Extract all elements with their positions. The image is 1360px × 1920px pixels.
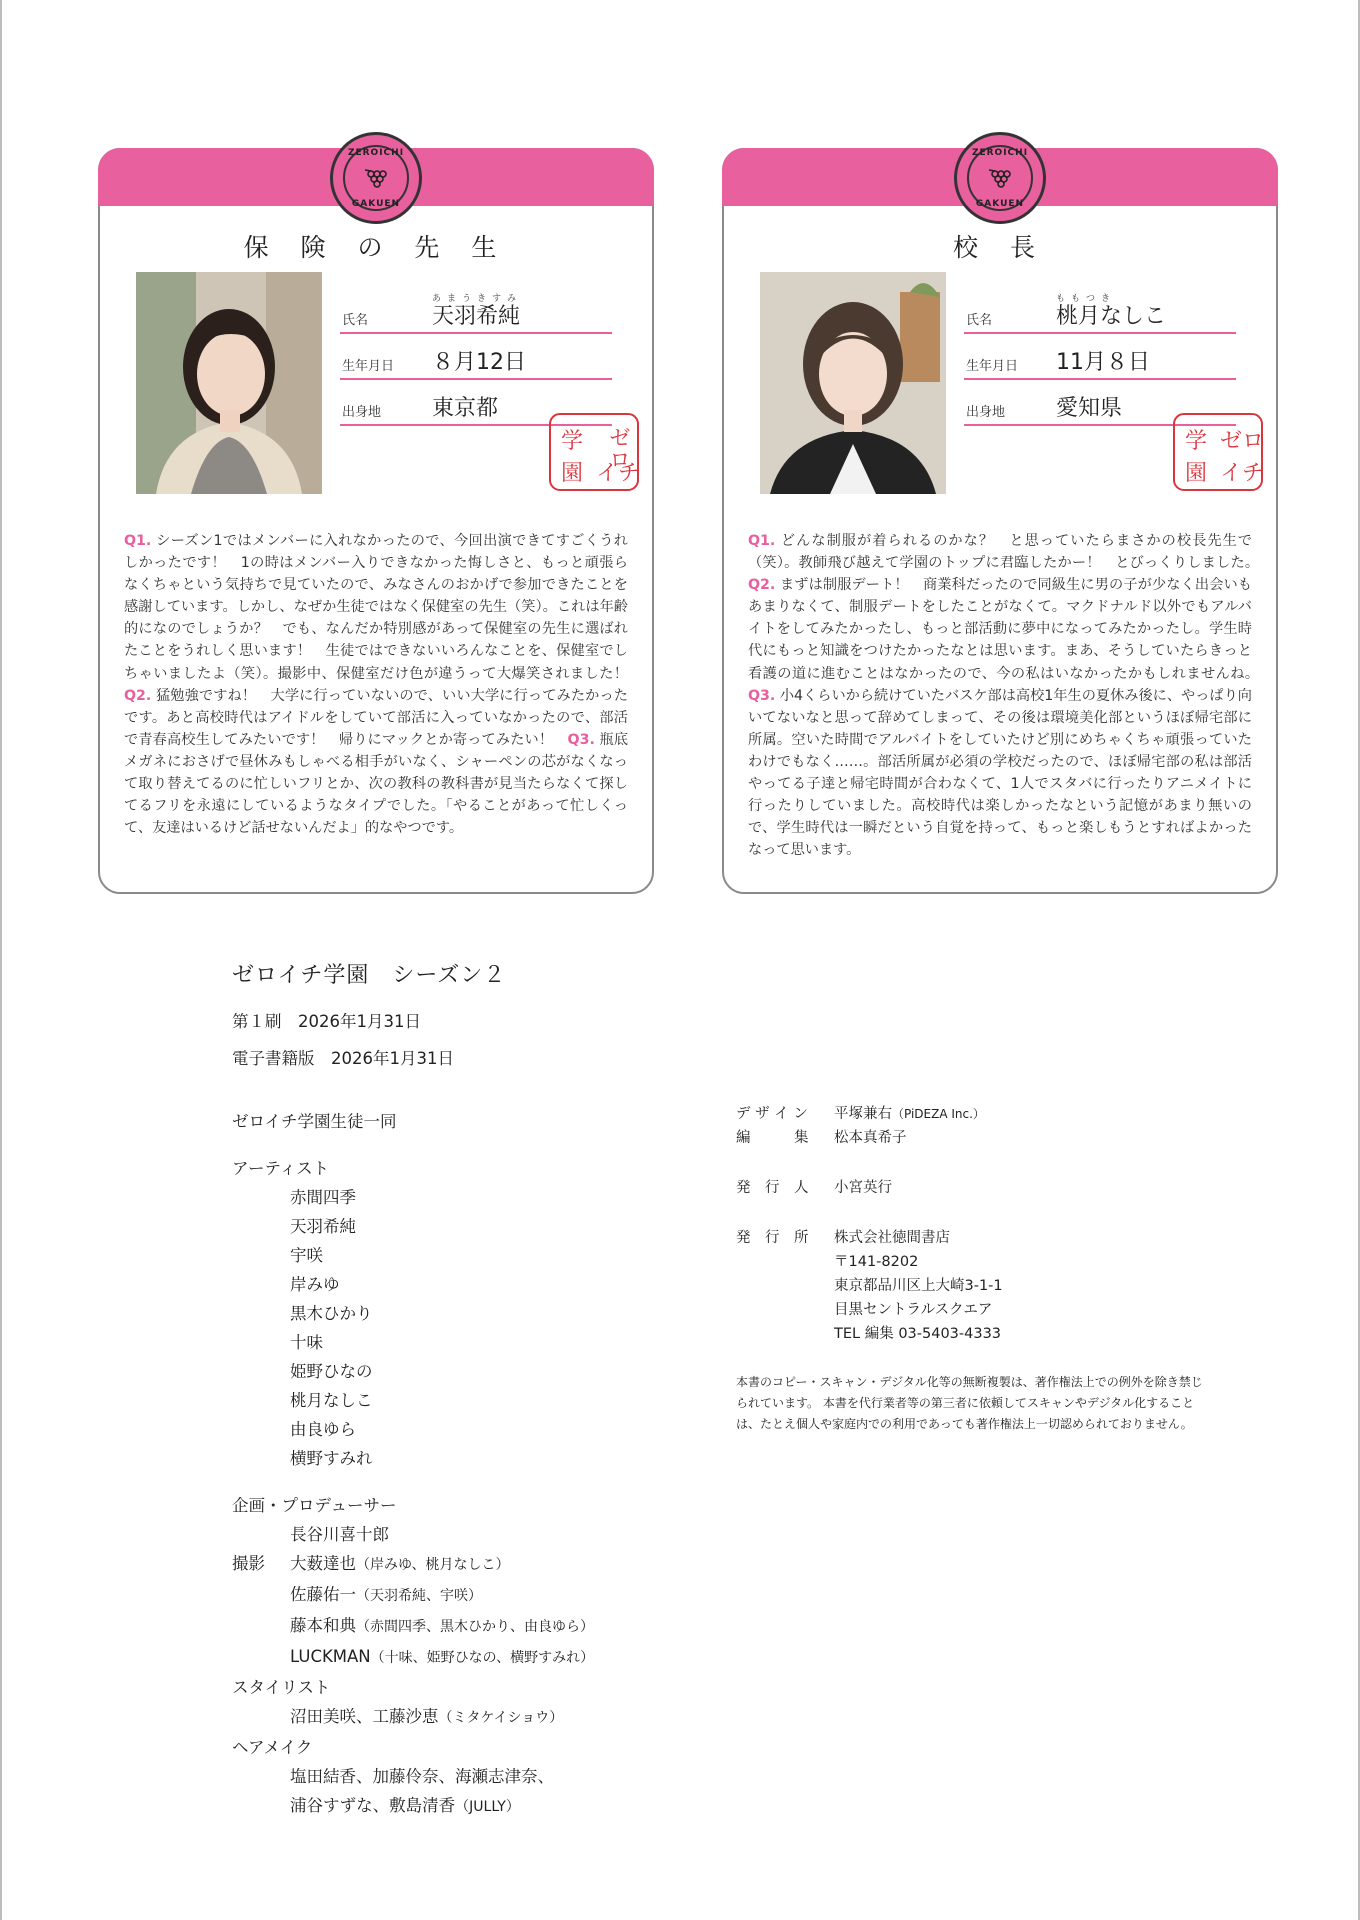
producer-label: 企画・プロデューサー [232, 1496, 397, 1515]
ebook-edition-date: 電子書籍版 2026年1月31日 [232, 1049, 454, 1068]
hair-makeup-names-1: 塩田結香、加藤伶奈、海瀬志津奈、 [290, 1767, 554, 1786]
publisher-label: 発 行 人 [736, 1180, 809, 1196]
producer-name: 長谷川喜十郎 [290, 1525, 389, 1544]
artist-name: 横野すみれ [290, 1449, 373, 1468]
grape-icon [362, 166, 390, 190]
author-credit: ゼロイチ学園生徒一同 [232, 1112, 397, 1131]
q2-marker: Q2. [124, 687, 152, 704]
copyright-notice: 本書のコピー・スキャン・デジタル化等の無断複製は、著作権法上での例外を除き禁じられています。 本書を代行業者等の第三者に依頼してスキャンやデジタル化することは、たとえ個人や家庭内での利用であっても著作権法上一切認められておりません。 [736, 1375, 1203, 1431]
artist-name: 十味 [290, 1333, 323, 1352]
photographer-row [232, 1642, 652, 1673]
photographer-note: （十味、姫野ひなの、横野すみれ） [370, 1650, 595, 1666]
answer-1: シーズン1ではメンバーに入れなかったので、今回出演できてすごくうれしかったです！ 1の時はメンバー入りできなかった悔しさと、もっと頑張らなくちゃという気持ちで見ていたので、みなさんのおかげで参加できたことを感謝しています。しかし、なぜか生徒ではなく保健室の先生（笑）。これは年齢的になのでしょうか？ でも、なんだか特別感があって保健室の先生に選ばれたことをうれしく思います！ 生徒ではできないいろんなことを、保健室でしちゃいましたよ（笑）。撮影中、保健室だけ色が違うって大爆笑されました！ [124, 533, 643, 682]
svg-text:イチ: イチ [595, 461, 641, 486]
portrait-photo [136, 272, 322, 494]
q3-marker: Q3. [567, 731, 595, 748]
q1-marker: Q1. [748, 533, 776, 549]
hair-makeup-note: （JULLY） [455, 1799, 520, 1815]
hair-makeup-names-2 [232, 1791, 652, 1822]
postal-code: 〒141-8202 [834, 1254, 919, 1270]
emblem-text-bottom: GAKUEN [975, 199, 1025, 209]
birthday-field [964, 334, 1236, 380]
birthday-value: 11月８日 [1056, 350, 1150, 375]
svg-text:学: 学 [1184, 429, 1208, 454]
birthday-field [340, 334, 612, 380]
svg-text:イチ: イチ [1219, 461, 1265, 486]
name-value: 天羽希純 [432, 304, 521, 329]
answer-3: 小4くらいから続けていたバスケ部は高校1年生の夏休み後に、やっぱり向いてないなと思って辞めてしまって、その後は環境美化部というほぼ帰宅部に所属。空いた時間でアルバイトをしていたけど別にめちゃくちゃ頑張っていたわけでもなく……。部活所属が必須の学校だったので、ほぼ帰宅部の私は部活やってる子達と帰宅時間が合わなくて、1人でスタバに行ったりアニメイトに行ったりしていました。高校時代は楽しかったなという記憶があまり無いので、学生時代は一瞬だという自覚を持って、もっと楽しもうとすればよかったなって思います。 [748, 687, 1252, 859]
artists-label: アーティスト [232, 1159, 330, 1178]
school-emblem-logo [330, 132, 422, 224]
book-title: ゼロイチ学園 シーズン２ [232, 963, 507, 988]
svg-text:ゼロ: ゼロ [605, 426, 631, 470]
birthplace-value: 東京都 [432, 396, 499, 421]
profile-card-principal [722, 148, 1278, 894]
editor-name: 松本真希子 [834, 1130, 907, 1146]
photographer-name: 藤本和典 [290, 1616, 356, 1635]
answer-3: 瓶底メガネにおさげで昼休みもしゃべる相手がいなく、シャーペンの芯がなくなって取り替えてるのに忙しいフリとか、次の教科の教科書が見当たらなくて探してるフリを永遠にしているようなタイプでした。「やることがあって忙しくって、友達はいるけど話せないんだよ」的なやつです。 [124, 731, 629, 837]
q3-marker: Q3. [748, 687, 776, 704]
name-label: 氏名 [342, 313, 369, 328]
artist-name: 宇咲 [290, 1246, 323, 1265]
address-line-1: 東京都品川区上大崎3-1-1 [834, 1278, 1003, 1294]
artist-name: 黒木ひかり [290, 1304, 373, 1323]
photographer-name: 大薮達也 [290, 1554, 356, 1573]
birthplace-label: 出身地 [966, 405, 1006, 420]
hair-makeup-label: ヘアメイク [232, 1738, 313, 1757]
profile-card-school-nurse [98, 148, 654, 894]
school-seal-stamp [1170, 410, 1268, 494]
office-name: 株式会社徳間書店 [834, 1230, 950, 1246]
birthplace-label: 出身地 [342, 405, 382, 420]
stylist-name: 沼田美咲、工藤沙恵 [290, 1707, 439, 1726]
photographer-row [232, 1611, 652, 1642]
first-edition-date: 第１刷 2026年1月31日 [232, 1012, 421, 1031]
artist-name: 桃月なしこ [290, 1391, 373, 1410]
answer-1: どんな制服が着られるのかな？ と思っていたらまさかの校長先生で（笑）。教師飛び越えて学園のトップに君臨したかー！ とびっくりしました。 [748, 533, 1267, 572]
card-role-title: 保 険 の 先 生 [243, 233, 509, 262]
editor-label: 編 集 [736, 1130, 809, 1146]
photographer-name: LUCKMAN [290, 1647, 371, 1666]
designer-name: 平塚兼右 [834, 1106, 892, 1122]
emblem-text-bottom: GAKUEN [351, 199, 401, 209]
name-value: 桃月なしこ [1056, 304, 1167, 329]
stylist-names [232, 1702, 652, 1733]
name-ruby: ももつき [1056, 294, 1117, 304]
hair-makeup-name: 浦谷すずな、敷島清香 [290, 1796, 456, 1815]
photo-label: 撮影 [232, 1554, 265, 1573]
birthday-value: ８月12日 [432, 350, 526, 375]
qa-text [124, 530, 643, 839]
artist-name: 天羽希純 [290, 1217, 356, 1236]
emblem-text-top: ZEROICHI [347, 148, 405, 158]
artist-name: 姫野ひなの [290, 1362, 373, 1381]
q1-marker: Q1. [124, 533, 152, 549]
birthday-label: 生年月日 [966, 359, 1019, 374]
emblem-text-top: ZEROICHI [971, 148, 1029, 158]
photographer-note: （天羽希純、宇咲） [356, 1588, 482, 1604]
photographer-row [232, 1580, 652, 1611]
answer-2: まずは制服デート！ 商業科だったので同級生に男の子が少なく出会いもあまりなくて、制服デートをしたことがなくて。マクドナルド以外でもアルバイトをしてみたかったし、もっと部活動に夢中になってみたかったし。学生時代にもっと知識をつけたかったなとは思います。まあ、そうしていたらきっと看護の道に進むことはなかったので、今の私はいなかったかもしれませんね。 [748, 577, 1267, 682]
name-label: 氏名 [966, 313, 993, 328]
design-credit [736, 1102, 1206, 1126]
name-field [964, 288, 1236, 334]
photographer-note: （赤間四季、黒木ひかり、由良ゆら） [356, 1619, 594, 1635]
design-label: デ ザ イ ン [736, 1106, 808, 1122]
publication-info [736, 1102, 1206, 1435]
card-role-title: 校 長 [953, 233, 1047, 262]
editor-credit [736, 1126, 1206, 1150]
telephone: TEL 編集 03-5403-4333 [834, 1326, 1002, 1342]
answer-2: 猛勉強ですね！ 大学に行っていないので、いい大学に行ってみたかったです。あと高校時代はアイドルをしていて部活に入っていなかったので、部活で青春高校生してみたいです！ 帰りにマックとか寄ってみたい！ [124, 687, 628, 748]
name-field [340, 288, 612, 334]
colophon-credits [232, 958, 652, 1822]
school-seal-stamp [546, 410, 644, 494]
svg-text:学: 学 [560, 429, 584, 454]
artist-name: 岸みゆ [290, 1275, 340, 1294]
svg-text:園: 園 [1184, 461, 1208, 486]
birthplace-value: 愛知県 [1056, 396, 1123, 421]
svg-text:園: 園 [560, 461, 584, 486]
q2-marker: Q2. [748, 577, 776, 594]
artist-name: 赤間四季 [290, 1188, 356, 1207]
birthday-label: 生年月日 [342, 359, 395, 374]
office-label: 発 行 所 [736, 1230, 809, 1246]
svg-text:ゼロ: ゼロ [1219, 429, 1265, 454]
designer-note: （PiDEZA Inc.） [892, 1107, 985, 1121]
grape-icon [986, 166, 1014, 190]
portrait-photo [760, 272, 946, 494]
stylist-label: スタイリスト [232, 1678, 331, 1697]
publisher-name: 小宮英行 [834, 1180, 892, 1196]
photographer-note: （岸みゆ、桃月なしこ） [356, 1557, 510, 1573]
qa-text [748, 530, 1267, 861]
page-edge-left [0, 0, 2, 1920]
school-emblem-logo [954, 132, 1046, 224]
photographer-name: 佐藤佑一 [290, 1585, 356, 1604]
photographer-row [232, 1549, 652, 1580]
artist-name: 由良ゆら [290, 1420, 356, 1439]
publisher-credit [736, 1176, 1206, 1200]
name-ruby: あまうきすみ [432, 294, 523, 304]
stylist-note: （ミタケイショウ） [438, 1710, 564, 1726]
address-line-2: 目黒セントラルスクエア [834, 1302, 993, 1318]
office-credit [736, 1226, 1206, 1250]
